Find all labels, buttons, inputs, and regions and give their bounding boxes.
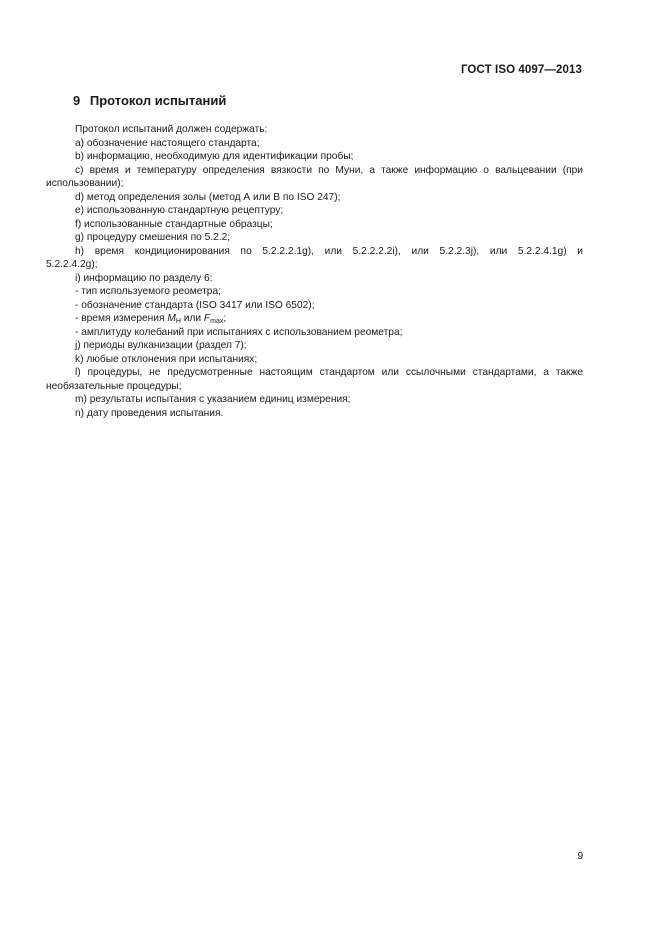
list-item-n: n) дату проведения испытания.	[75, 407, 224, 419]
symbol-m-subscript: H	[175, 318, 181, 325]
symbol-f: F	[203, 313, 211, 324]
list-item-m: m) результаты испытания с указанием единиц измерения;	[75, 394, 351, 405]
dash-3-or: или	[180, 313, 204, 324]
list-item-k: k) любые отклонения при испытаниях;	[75, 353, 258, 365]
list-item-h-continuation: 5.2.2.4.2g);	[46, 259, 98, 270]
list-item-g: g) процедуру смешения по 5.2.2;	[75, 232, 231, 243]
list-item-c: c) время и температуру определения вязкости по Муни, а также информацию о вальцевании (при использовании);	[46, 164, 583, 189]
list-item-f: f) использованные стандартные образцы;	[75, 218, 273, 230]
section-heading	[73, 93, 226, 108]
document-code: ГОСТ ISO 4097—2013	[460, 64, 582, 76]
list-item-i-dash-3	[46, 312, 583, 326]
dash-3-prefix: - время измерения	[75, 313, 168, 324]
intro-paragraph: Протокол испытаний должен содержать:	[75, 124, 268, 135]
section-title: Протокол испытаний	[89, 93, 227, 108]
symbol-f-subscript: max	[210, 318, 224, 325]
list-item-d: d) метод определения золы (метод А или В по ISO 247);	[75, 191, 341, 203]
list-item-h: h) время кондиционирования по 5.2.2.2.1g), или 5.2.2.2.2i), или 5.2.2.3j), или 5.2.2.4.1g) и	[75, 245, 583, 257]
symbol-m: M	[167, 313, 176, 324]
report-requirements	[46, 123, 583, 420]
list-item-a: a) обозначение настоящего стандарта;	[75, 137, 260, 149]
list-item-i: i) информацию по разделу 6:	[75, 272, 213, 284]
section-number: 9	[73, 93, 81, 108]
list-item-j: j) периоды вулканизации (раздел 7);	[75, 340, 247, 351]
list-item-i-dash-4: - амплитуду колебаний при испытаниях с использованием реометра;	[75, 326, 403, 338]
page-number: 9	[577, 851, 583, 862]
list-item-b: b) информацию, необходимую для идентификации пробы;	[75, 151, 354, 162]
list-item-e: e) использованную стандартную рецептуру;	[75, 205, 284, 216]
list-item-i-dash-2: - обозначение стандарта (ISO 3417 или ISO 6502);	[75, 299, 315, 311]
list-item-i-dash-1: - тип используемого реометра;	[75, 286, 221, 297]
dash-3-end: ;	[223, 313, 227, 324]
list-item-l: l) процедуры, не предусмотренные настоящим стандартом или ссылочными стандартами, а также необязательные процедуры;	[46, 367, 583, 392]
